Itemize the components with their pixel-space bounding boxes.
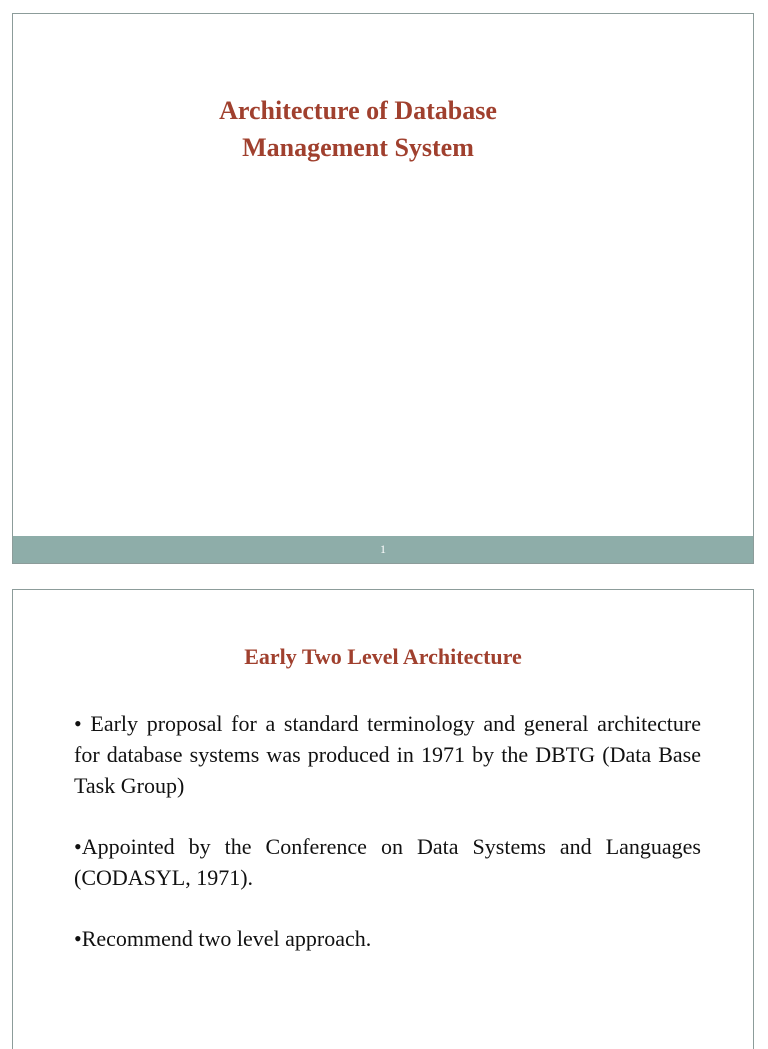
slide-2: [12, 589, 754, 1049]
slide-1-footer-bar: [13, 536, 753, 563]
slide-1-title-line-2: Management System: [242, 133, 474, 162]
slide-2-title: Early Two Level Architecture: [244, 644, 522, 669]
slide-1: [12, 13, 754, 564]
slide-1-title: [128, 92, 588, 166]
slide-1-title-line-1: Architecture of Database: [219, 96, 497, 125]
slide-1-page-number: 1: [380, 542, 386, 556]
bullet-item: •Appointed by the Conference on Data Systems and Languages (CODASYL, 1971).: [74, 834, 701, 890]
slide-2-bullet-list: [74, 708, 701, 984]
bullet-item: • Early proposal for a standard terminology and general architecture for database systems was produced in 1971 by the DBTG (Data Base Task Group): [74, 711, 701, 798]
bullet-item: •Recommend two level approach.: [74, 926, 372, 951]
